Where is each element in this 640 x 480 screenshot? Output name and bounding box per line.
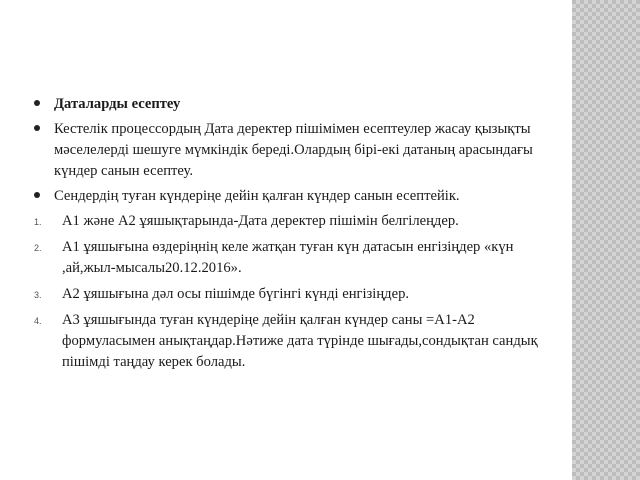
bullet-text: Сендердің туған күндеріңе дейін қалған күндер санын есептейік. <box>54 188 460 204</box>
numbered-item <box>34 211 544 232</box>
item-number: 1. <box>34 217 42 227</box>
numbered-item <box>34 237 544 279</box>
bullet-dot-icon <box>34 125 40 131</box>
numbered-item <box>34 310 544 373</box>
slide-heading: Даталарды есептеу <box>54 96 181 112</box>
bullet-heading <box>34 94 544 115</box>
item-number: 3. <box>34 290 42 300</box>
decorative-side-band <box>572 0 640 480</box>
bullet-dot-icon <box>34 192 40 198</box>
item-text: А1 ұяшығына өздеріңнің келе жатқан туған күн датасын енгізіңдер «күн ,ай,жыл-мысалы20.12.2016». <box>62 239 514 276</box>
slide-content <box>34 94 544 378</box>
numbered-item <box>34 284 544 305</box>
item-text: А3 ұяшығында туған күндеріңе дейін қалған күндер саны =А1-А2 формуласымен анықтаңдар.Нәтиже дата түрінде шығады,сондықтан сандық пішімді таңдау керек болады. <box>62 312 538 370</box>
bullet-text: Кестелік процессордың Дата деректер пішімімен есептеулер жасау қызықты мәселелерді шешуге мүмкіндік береді.Олардың бірі-екі датаның арасындағы күндер санын есептеу. <box>54 121 533 179</box>
item-text: А2 ұяшығына дәл осы пішімде бүгінгі күнді енгізіңдер. <box>62 286 410 302</box>
item-text: А1 және А2 ұяшықтарында-Дата деректер пішімін белгілеңдер. <box>62 213 459 229</box>
item-number: 4. <box>34 316 42 326</box>
bullet-item <box>34 119 544 182</box>
bullet-dot-icon <box>34 100 40 106</box>
bullet-item <box>34 186 544 207</box>
item-number: 2. <box>34 243 42 253</box>
